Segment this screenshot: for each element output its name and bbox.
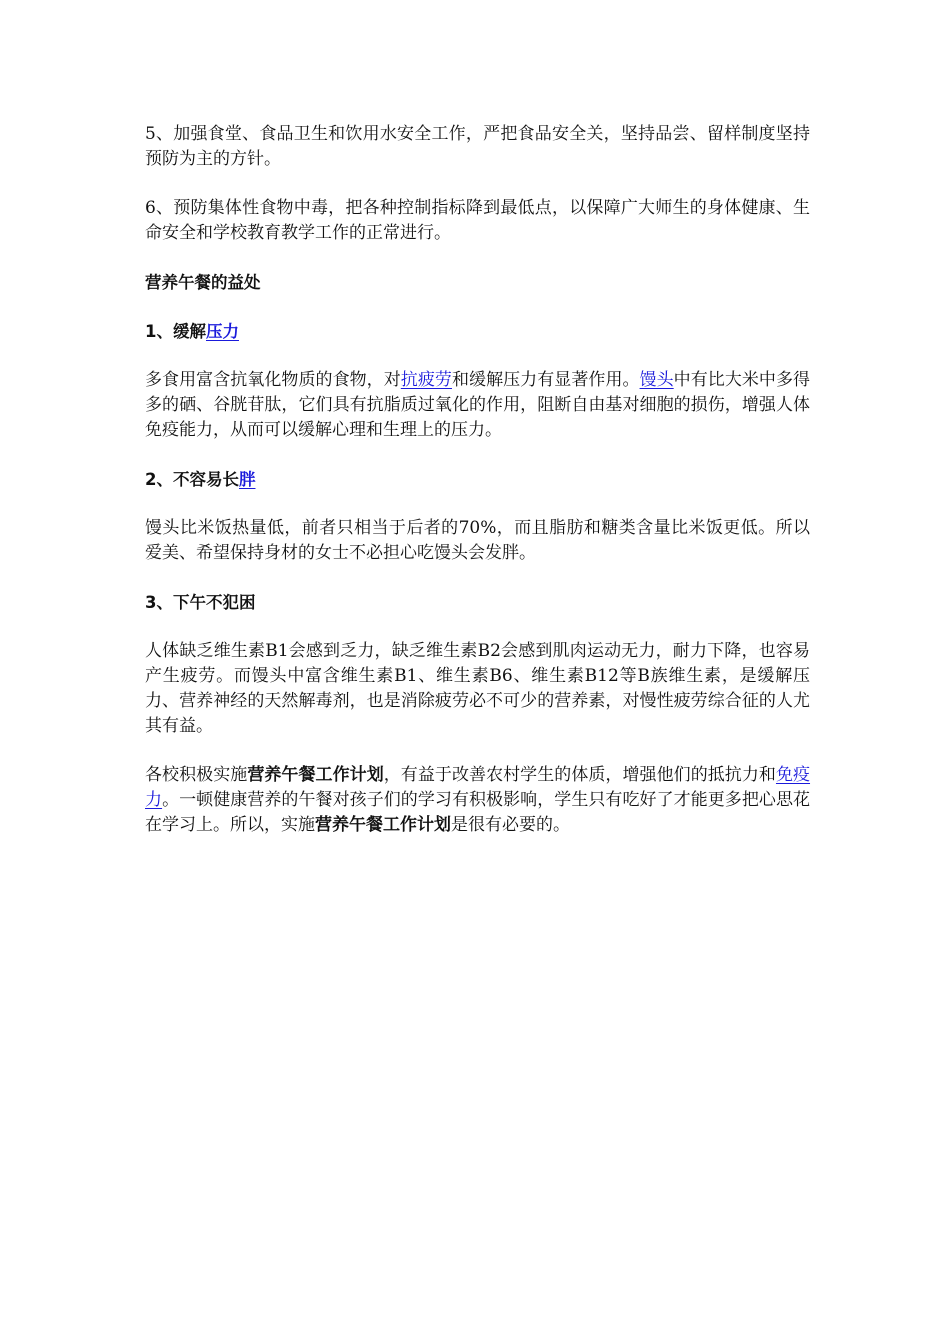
fat-link[interactable]: 胖 [238, 470, 256, 489]
conclusion-paragraph [145, 763, 810, 838]
stress-link[interactable]: 压力 [205, 322, 239, 341]
conclusion-bold-plan-b: 营养午餐工作计划 [315, 815, 451, 835]
anti-fatigue-link[interactable]: 抗疲劳 [400, 370, 452, 390]
conclusion-bold-plan-a: 营养午餐工作计划 [247, 765, 384, 785]
benefit-2-body: 馒头比米饭热量低，前者只相当于后者的70%，而且脂肪和糖类含量比米饭更低。所以爱美、希望保持身材的女士不必担心吃馒头会发胖。 [145, 518, 810, 563]
steamed-bun-link[interactable]: 馒头 [639, 370, 674, 390]
benefit-1-heading [145, 319, 810, 344]
benefit-2-heading-text: 2、不容易长 [145, 470, 239, 489]
paragraph-food-safety: 5、加强食堂、食品卫生和饮用水安全工作，严把食品安全关，坚持品尝、留样制度坚持预防为主的方针。 [145, 124, 810, 169]
conclusion-text-d: 是很有必要的。 [451, 815, 570, 835]
conclusion-text-c: 。一顿健康营养的午餐对孩子们的学习有积极影响，学生只有吃好了才能更多把心思花在学习上。所以，实施 [145, 790, 811, 835]
conclusion-text-b: ，有益于改善农村学生的体质，增强他们的抵抗力和 [383, 765, 776, 785]
benefit-1-text-b: 和缓解压力有显著作用。 [451, 370, 640, 390]
benefit-3-heading: 3、下午不犯困 [145, 593, 256, 612]
document-body [145, 122, 810, 862]
benefit-1-text-a: 多食用富含抗氧化物质的食物，对 [145, 370, 401, 390]
benefit-2-heading [145, 467, 810, 492]
benefit-1-text-c: 中有比大米中多得多的硒、谷胱苷肽，它们具有抗脂质过氧化的作用，阻断自由基对细胞的损伤，增强人体免疫能力，从而可以缓解心理和生理上的压力。 [145, 370, 811, 440]
benefit-1-heading-text: 1、缓解 [145, 322, 206, 341]
paragraph-poisoning-prevention: 6、预防集体性食物中毒，把各种控制指标降到最低点，以保障广大师生的身体健康、生命安全和学校教育教学工作的正常进行。 [145, 198, 810, 243]
conclusion-text-a: 各校积极实施 [145, 765, 248, 785]
benefit-1-body [145, 368, 810, 443]
benefit-3-body: 人体缺乏维生素B1会感到乏力，缺乏维生素B2会感到肌肉运动无力，耐力下降，也容易产生疲劳。而馒头中富含维生素B1、维生素B6、维生素B12等B族维生素，是缓解压力、营养神经的天然解毒剂，也是消除疲劳必不可少的营养素，对慢性疲劳综合征的人尤其有益。 [145, 641, 810, 736]
immunity-link[interactable]: 免疫力 [145, 765, 811, 810]
section-title-lunch-benefits: 营养午餐的益处 [145, 273, 261, 292]
